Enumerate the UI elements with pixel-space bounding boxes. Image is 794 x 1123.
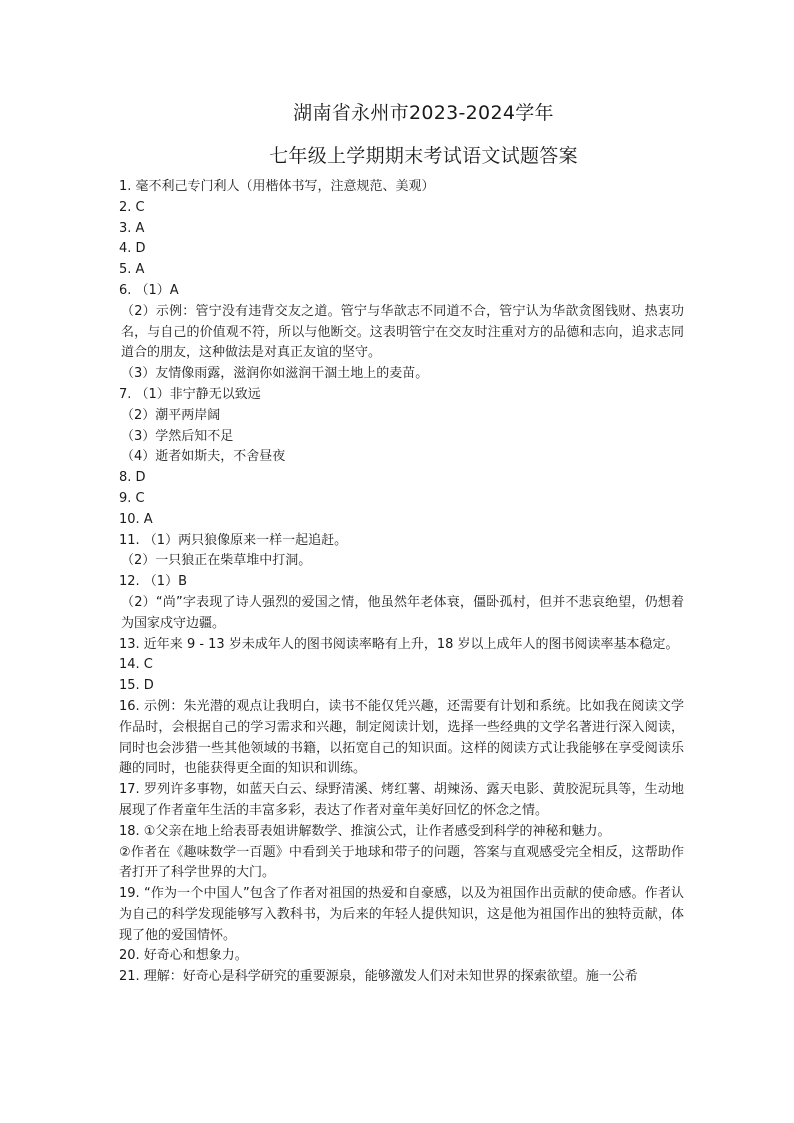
answer-line: 17. 罗列许多事物，如蓝天白云、绿野清溪、烤红薯、胡辣汤、露天电影、黄胶泥玩具等，生动地展现了作者童年生活的丰富多彩，表达了作者对童年美好回忆的怀念之情。 <box>119 782 684 818</box>
answer-line: 8. D <box>119 470 146 486</box>
answer-line: 6. （1）A <box>119 282 179 298</box>
answer-line: 12. （1）B <box>119 574 187 590</box>
answer-line: 11. （1）两只狼像原来一样一起追赶。 <box>119 532 348 548</box>
answer-line: 10. A <box>119 511 153 527</box>
answer-line: 3. A <box>119 220 145 236</box>
answer-line: （2）一只狼正在柴草堆中打洞。 <box>121 553 312 569</box>
answer-line: 18. ①父亲在地上给表哥表姐讲解数学、推演公式，让作者感受到科学的神秘和魅力。 <box>119 823 611 839</box>
answer-list <box>119 177 684 988</box>
answer-line: 5. A <box>119 262 145 278</box>
answer-line: 15. D <box>119 678 154 694</box>
answer-line: 19. “作为一个中国人”包含了作者对祖国的热爱和自豪感，以及为祖国作出贡献的使命感。作者认为自己的科学发现能够写入教科书，为后来的年轻人提供知识，这是他为祖国作出的独特贡献，体现了他的爱国情怀。 <box>119 886 684 943</box>
answer-line: （3）友情像雨露，滋润你如滋润干涸土地上的麦苗。 <box>121 366 429 382</box>
answer-line: 2. C <box>119 199 145 215</box>
answer-line: （2）潮平两岸阔 <box>121 407 221 423</box>
answer-line: 14. C <box>119 657 153 673</box>
answer-line: 4. D <box>119 241 146 257</box>
answer-line: ②作者在《趣味数学一百题》中看到关于地球和带子的问题，答案与直观感受完全相反，这帮助作者打开了科学世界的大门。 <box>119 844 684 881</box>
document-header <box>163 100 684 169</box>
answer-line: （2）示例：管宁没有违背交友之道。管宁与华歆志不同道不合，管宁认为华歆贪图钱财、热衷功名，与自己的价值观不符，所以与他断交。这表明管宁在交友时注重对方的品德和志向，追求志同道合的朋友，这种做法是对真正友谊的坚守。 <box>121 303 684 361</box>
answer-line: 1. 毫不利己专门利人（用楷体书写，注意规范、美观） <box>119 179 435 194</box>
document-title-line2: 七年级上学期期末考试语文试题答案 <box>269 145 578 167</box>
answer-line: （2）“尚”字表现了诗人强烈的爱国之情，他虽然年老体衰，僵卧孤村，但并不悲哀绝望，仍想着为国家戍守边疆。 <box>121 594 684 631</box>
answer-line: （3）学然后知不足 <box>121 428 234 444</box>
answer-line: 13. 近年来 9 - 13 岁未成年人的图书阅读率略有上升，18 岁以上成年人的图书阅读率基本稳定。 <box>119 636 679 652</box>
answer-line: 21. 理解：好奇心是科学研究的重要源泉，能够激发人们对未知世界的探索欲望。施一公希 <box>119 969 638 985</box>
answer-line: 7. （1）非宁静无以致远 <box>119 386 261 402</box>
answer-line: 16. 示例：朱光潜的观点让我明白，读书不能仅凭兴趣，还需要有计划和系统。比如我在阅读文学作品时，会根据自己的学习需求和兴趣，制定阅读计划，选择一些经典的文学名著进行深入阅读，同时也会涉猎一些其他领域的书籍，以拓宽自己的知识面。这样的阅读方式让我能够在享受阅读乐趣的同时，也能获得更全面的知识和训练。 <box>119 698 684 777</box>
answer-line: 20. 好奇心和想象力。 <box>119 948 248 964</box>
document-title-line1: 湖南省永州市2023-2024学年 <box>293 102 554 124</box>
answer-line: （4）逝者如斯夫，不舍昼夜 <box>121 449 286 465</box>
answer-line: 9. C <box>119 490 145 506</box>
